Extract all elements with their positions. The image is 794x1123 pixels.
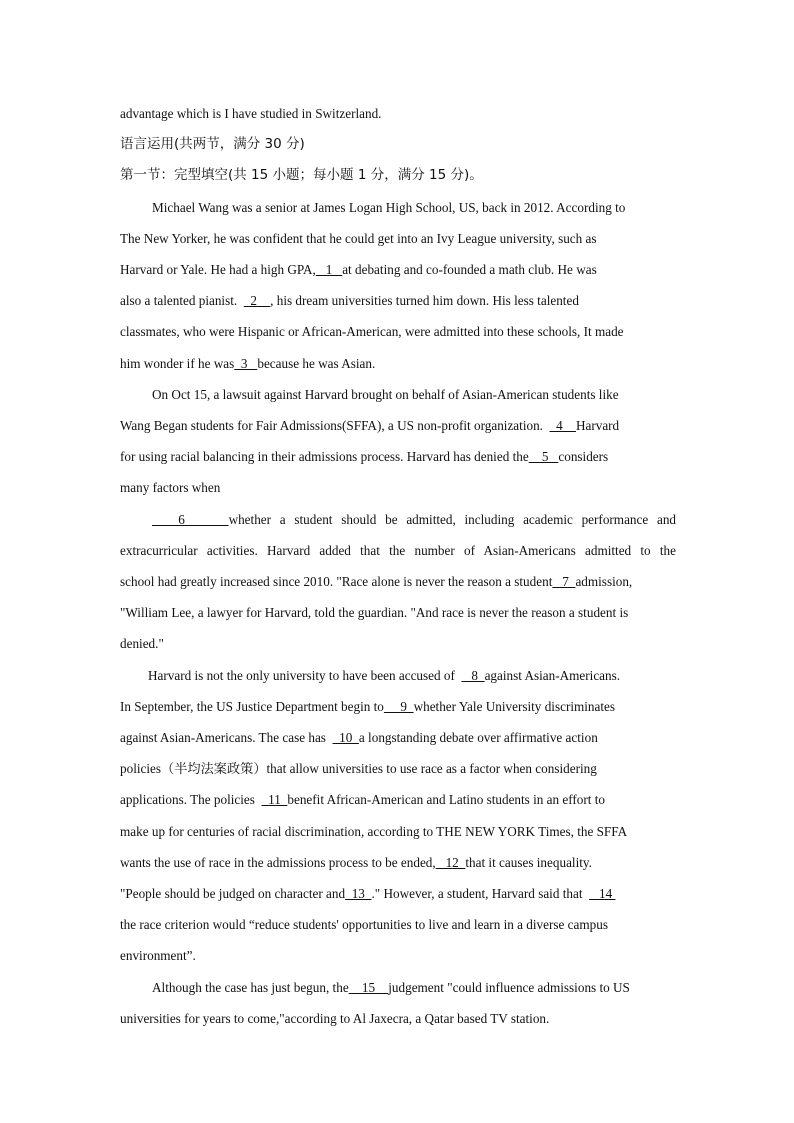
text-segment: benefit African-American and Latino students in an effort to: [287, 792, 606, 808]
text-segment: a longstanding debate over affirmative action: [358, 730, 598, 746]
text-line: the race criterion would “reduce students' opportunities to live and learn in a diverse campus: [120, 917, 608, 933]
text-segment: at debating and co-founded a math club. He was: [342, 262, 597, 278]
text-line: make up for centuries of racial discrimination, according to THE NEW YORK Times, the SFFA: [120, 823, 628, 839]
text-line: [120, 784, 676, 815]
blank-13: 13: [345, 886, 372, 902]
text-line: classmates, who were Hispanic or African-American, were admitted into these schools, It made: [120, 324, 624, 340]
blank-11: 11: [261, 792, 288, 808]
text-line: [120, 410, 676, 441]
text-segment: In September, the US Justice Department begin to: [120, 698, 384, 714]
text-segment: applications. The policies: [120, 792, 255, 808]
text-segment: Harvard is not the only university to have been accused of: [148, 667, 455, 683]
blank-12: 12: [435, 854, 466, 870]
text-segment: him wonder if he was: [120, 355, 235, 371]
blank-14: 14: [589, 886, 616, 902]
text-line: [120, 566, 676, 597]
blank-2: 2: [243, 293, 271, 309]
text-segment: because he was Asian.: [257, 355, 376, 371]
text-line: [120, 285, 676, 316]
text-line: [120, 504, 676, 535]
text-line: [120, 254, 676, 285]
text-segment: Harvard: [575, 418, 620, 434]
blank-4: 4: [549, 418, 576, 434]
text-segment: , his dream universities turned him down. His less talented: [270, 293, 579, 309]
text-segment: also a talented pianist.: [120, 293, 238, 309]
text-segment: Harvard or Yale. He had a high GPA,: [120, 262, 316, 278]
text-segment: "People should be judged on character and: [120, 886, 346, 902]
blank-5: 5: [528, 449, 559, 465]
text-segment: whether Yale University discriminates: [413, 698, 616, 714]
text-segment: admission,: [575, 574, 633, 590]
blank-1: 1: [315, 262, 343, 278]
blank-9: 9: [383, 698, 414, 714]
text-line: policies（半均法案政策）that allow universities to use race as a factor when considering: [120, 761, 597, 777]
text-segment: wants the use of race in the admissions process to be ended,: [120, 854, 436, 870]
text-segment: for using racial balancing in their admissions process. Harvard has denied the: [120, 449, 529, 465]
text-line: The New Yorker, he was confident that he could get into an Ivy League university, such as: [120, 230, 597, 246]
paragraph-3: [120, 660, 676, 972]
blank-6: 6: [152, 511, 229, 527]
text-line: [120, 441, 676, 472]
text-segment: Wang Began students for Fair Admissions(SFFA), a US non-profit organization.: [120, 418, 543, 434]
document-page: [120, 98, 676, 1034]
text-segment: that it causes inequality.: [465, 854, 592, 870]
paragraph-1: [120, 192, 676, 379]
text-line: Michael Wang was a senior at James Logan High School, US, back in 2012. According to: [152, 199, 626, 215]
text-segment: against Asian-Americans.: [484, 667, 621, 683]
text-line: denied.": [120, 636, 164, 652]
section-title: 语言运用(共两节，满分 30 分): [120, 136, 305, 153]
text-segment: judgement "could influence admissions to US: [388, 979, 630, 995]
subsection-title: 第一节：完型填空(共 15 小题；每小题 1 分，满分 15 分)。: [120, 167, 483, 184]
text-line: many factors when: [120, 480, 221, 496]
intro-line: advantage which is I have studied in Switzerland.: [120, 106, 382, 121]
text-line: "William Lee, a lawyer for Harvard, told the guardian. "And race is never the reason a student is: [120, 605, 629, 621]
text-segment: school had greatly increased since 2010. "Race alone is never the reason a student: [120, 574, 553, 590]
text-line: [120, 722, 676, 753]
text-line: [120, 691, 676, 722]
blank-7: 7: [552, 574, 576, 590]
text-segment: ." However, a student, Harvard said that: [371, 886, 583, 902]
text-line: environment”.: [120, 948, 196, 964]
text-line: [120, 348, 676, 379]
text-segment: Although the case has just begun, the: [152, 979, 349, 995]
paragraph-4: [120, 972, 676, 1034]
paragraph-2: [120, 379, 676, 660]
blank-15: 15: [348, 979, 389, 995]
text-line: universities for years to come,"according to Al Jaxecra, a Qatar based TV station.: [120, 1010, 550, 1026]
text-line: [120, 878, 676, 909]
text-line: [120, 847, 676, 878]
text-segment: considers: [558, 449, 609, 465]
blank-3: 3: [234, 355, 258, 371]
text-line: extracurricular activities. Harvard added that the number of Asian-Americans admitted to the: [120, 542, 676, 558]
text-line: [120, 660, 676, 691]
text-line: [120, 972, 676, 1003]
text-line: On Oct 15, a lawsuit against Harvard brought on behalf of Asian-American students like: [152, 386, 619, 402]
text-segment: whether a student should be admitted, including academic performance and: [228, 511, 677, 527]
text-segment: against Asian-Americans. The case has: [120, 730, 326, 746]
blank-10: 10: [332, 730, 359, 746]
blank-8: 8: [461, 667, 485, 683]
